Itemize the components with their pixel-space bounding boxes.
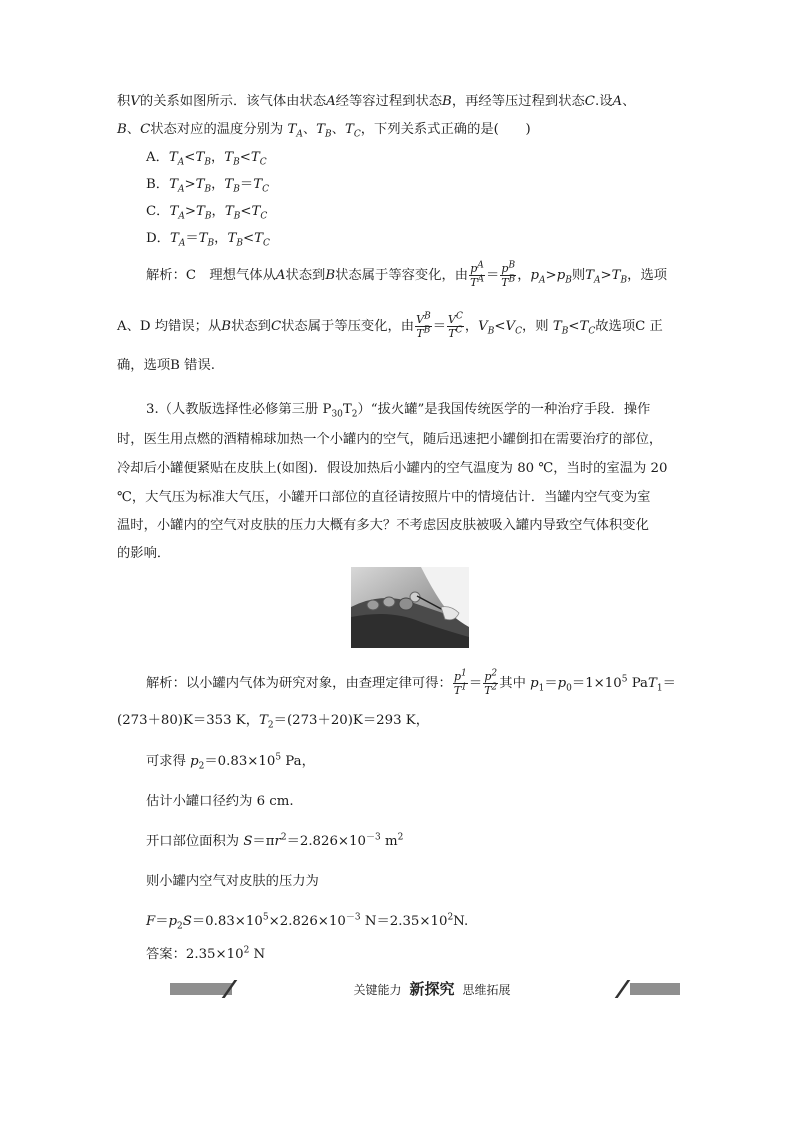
- q3-solution-line-4: 估计小罐口径约为 6 cm.: [146, 794, 294, 809]
- option-a: A．$T_A<T_B$，$T_B<T_C$: [146, 150, 267, 168]
- fraction-p1-t1: $\frac{p^1}{T^1}$: [453, 668, 467, 697]
- option-c: C．$T_A>T_B$，$T_B<T_C$: [146, 204, 268, 222]
- option-d: D．$T_A=T_B$，$T_B<T_C$: [146, 231, 270, 249]
- question-2-line-1: 积V的关系如图所示．该气体由状态A经等容过程到状态B，再经等压过程到状态C.设A、: [117, 94, 636, 109]
- fraction-vb-tb: $\frac{V^B}{T^B}$: [416, 311, 431, 340]
- q2-solution-line-1: 解析：C 理想气体从A状态到B状态属于等容变化，由 $\frac{p^A}{T^A}$ ＝ $\frac{p^B}{T^B}$ ，$p_A>p_B$则$T_A>T_B$，选项: [146, 260, 668, 289]
- answer-line: 答案：$2.35\times 10^2$ N: [146, 945, 266, 962]
- fraction-pa-ta: $\frac{p^A}{T^A}$: [470, 260, 484, 289]
- question-3-line-5: 温时，小罐内的空气对皮肤的压力大概有多大？不考虑因皮肤被吸入罐内导致空气体积变化: [117, 518, 649, 533]
- q3-solution-line-6: 则小罐内空气对皮肤的压力为: [146, 874, 319, 889]
- banner-label: 关键能力 新探究 思维拓展: [353, 980, 511, 998]
- q3-solution-line-7: $F=p_2S=0.83\times 10^5\times 2.826\times 10^{-3}$ $N=2.35\times 10^2N$.: [146, 912, 469, 932]
- section-banner: [170, 980, 680, 998]
- banner-right-bar: [630, 983, 680, 995]
- q3-solution-line-2: (273＋80)K＝353 K，$T_2=(273+20)K=293$ K，: [117, 713, 429, 731]
- question-3-line-6: 的影响．: [117, 546, 171, 561]
- option-b: B．$T_A>T_B$，$T_B=T_C$: [146, 177, 269, 195]
- q2-solution-line-3: 确，选项B 错误.: [117, 358, 216, 373]
- cupping-therapy-photo: [351, 567, 469, 648]
- banner-left-bar: [170, 983, 232, 995]
- q3-solution-line-1: 解析：以小罐内气体为研究对象，由查理定律可得： $\frac{p^1}{T^1}$ ＝ $\frac{p^2}{T^2}$ 其中 $p_1=p_0=1\times 10^5$ PaT$_1$＝: [146, 668, 676, 697]
- question-2-line-2: B、C状态对应的温度分别为 $T_A$、$T_B$、$T_C$，下列关系式正确的是( ): [117, 122, 531, 140]
- question-3-line-4: ℃，大气压为标准大气压，小罐开口部位的直径请按照片中的情境估计．当罐内空气变为室: [117, 490, 651, 505]
- question-3-line-1: 3.（人教版选择性必修第三册 $P_{30}T_2)“$拔火罐”是我国传统医学的一种治疗手段．操作: [146, 402, 651, 420]
- question-3-line-3: 冷却后小罐便紧贴在皮肤上(如图)．假设加热后小罐内的空气温度为 80 ℃，当时的室温为 20: [117, 461, 668, 476]
- fraction-pb-tb: $\frac{p^B}{T^B}$: [501, 260, 516, 289]
- fraction-vc-tc: $\frac{V^C}{T^C}$: [447, 311, 463, 340]
- fraction-p2-t2: $\frac{p^2}{T^2}$: [484, 668, 498, 697]
- q3-solution-line-3: 可求得 $p_2=0.83\times 10^5$ Pa，: [146, 752, 315, 772]
- q2-solution-line-2: A、D 均错误；从B状态到C状态属于等压变化，由 $\frac{V^B}{T^B}$ ＝ $\frac{V^C}{T^C}$ ，$V_B<V_C$，则 $T_B<T_C$故选项C 正: [117, 311, 663, 340]
- q3-solution-line-5: 开口部位面积为 $S=\pi r^2=2.826\times 10^{-3}$ $m^2$: [146, 832, 404, 849]
- question-3-line-2: 时，医生用点燃的酒精棉球加热一个小罐内的空气，随后迅速把小罐倒扣在需要治疗的部位，: [117, 432, 663, 447]
